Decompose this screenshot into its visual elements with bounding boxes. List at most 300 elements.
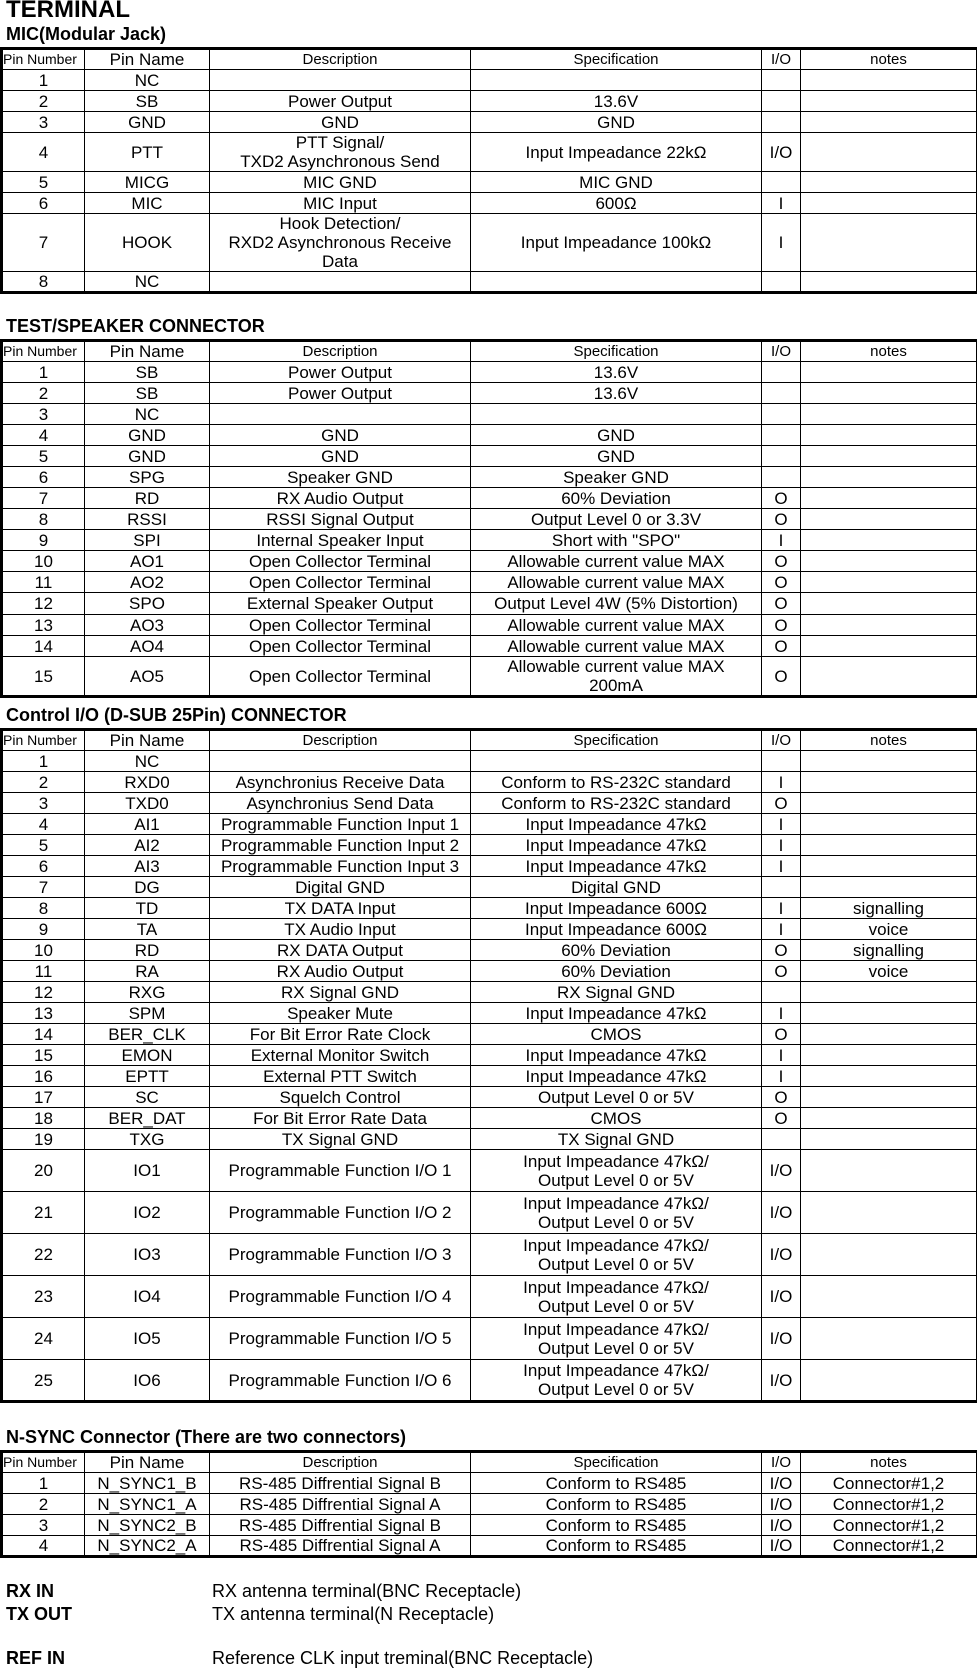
cell-description: RX Audio Output <box>210 488 471 509</box>
cell-notes: Connector#1,2 <box>801 1494 977 1515</box>
cell-specification: CMOS <box>471 1024 762 1045</box>
cell-pin-name: IO1 <box>85 1150 210 1192</box>
header-pin-name: Pin Name <box>85 1452 210 1473</box>
table-row <box>2 1108 977 1129</box>
cell-notes <box>801 1066 977 1087</box>
cell-io <box>762 172 801 193</box>
cell-description: TX DATA Input <box>210 898 471 919</box>
table-row <box>2 467 977 488</box>
cell-specification: Allowable current value MAX 200mA <box>471 657 762 697</box>
cell-pin-name: TA <box>85 919 210 940</box>
cell-io: I/O <box>762 1515 801 1536</box>
cell-pin-name: SPG <box>85 467 210 488</box>
cell-description: GND <box>210 446 471 467</box>
table-row <box>2 814 977 835</box>
cell-notes <box>801 772 977 793</box>
cell-pin-number: 3 <box>2 1515 85 1536</box>
cell-io: O <box>762 1024 801 1045</box>
cell-pin-number: 13 <box>2 1003 85 1024</box>
table-row <box>2 961 977 982</box>
table-row <box>2 1234 977 1276</box>
header-pin-number: Pin Number <box>2 730 85 751</box>
cell-pin-number: 16 <box>2 1066 85 1087</box>
header-io: I/O <box>762 341 801 362</box>
table-row <box>2 404 977 425</box>
cell-io: I/O <box>762 1192 801 1234</box>
cell-io <box>762 877 801 898</box>
cell-pin-number: 3 <box>2 404 85 425</box>
table-row <box>2 636 977 657</box>
nsync-pin-table <box>0 1450 977 1558</box>
cell-notes <box>801 615 977 636</box>
cell-pin-number: 19 <box>2 1129 85 1150</box>
cell-description: External PTT Switch <box>210 1066 471 1087</box>
cell-notes <box>801 982 977 1003</box>
cell-pin-number: 6 <box>2 856 85 877</box>
cell-notes <box>801 1129 977 1150</box>
cell-description: Power Output <box>210 362 471 383</box>
cell-pin-name: SB <box>85 383 210 404</box>
cell-notes <box>801 91 977 112</box>
cell-description: RX Signal GND <box>210 982 471 1003</box>
cell-pin-name: SPM <box>85 1003 210 1024</box>
cell-description: For Bit Error Rate Clock <box>210 1024 471 1045</box>
cell-pin-number: 15 <box>2 657 85 697</box>
table-row <box>2 112 977 133</box>
cell-specification: Conform to RS485 <box>471 1536 762 1557</box>
cell-specification: Input Impeadance 100kΩ <box>471 214 762 272</box>
cell-notes <box>801 877 977 898</box>
table-header-row <box>2 341 977 362</box>
cell-pin-name: MICG <box>85 172 210 193</box>
cell-specification: Input Impeadance 22kΩ <box>471 133 762 172</box>
cell-notes <box>801 404 977 425</box>
cell-pin-name: GND <box>85 446 210 467</box>
header-pin-name: Pin Name <box>85 49 210 70</box>
cell-notes <box>801 1192 977 1234</box>
cell-specification: Allowable current value MAX <box>471 551 762 572</box>
cell-description: TX Signal GND <box>210 1129 471 1150</box>
table-row <box>2 1150 977 1192</box>
cell-specification: 600Ω <box>471 193 762 214</box>
header-io: I/O <box>762 730 801 751</box>
cell-specification: Conform to RS485 <box>471 1494 762 1515</box>
cell-notes: Connector#1,2 <box>801 1536 977 1557</box>
cell-description: Asynchronius Receive Data <box>210 772 471 793</box>
table-row <box>2 272 977 293</box>
cell-notes <box>801 856 977 877</box>
cell-io <box>762 982 801 1003</box>
cell-pin-name: RD <box>85 940 210 961</box>
cell-pin-number: 7 <box>2 488 85 509</box>
page-title: TERMINAL <box>6 0 130 24</box>
cell-pin-name: AO1 <box>85 551 210 572</box>
cell-specification: Output Level 4W (5% Distortion) <box>471 593 762 615</box>
cell-pin-number: 4 <box>2 425 85 446</box>
cell-pin-name: NC <box>85 404 210 425</box>
cell-io: I/O <box>762 1150 801 1192</box>
cell-pin-number: 6 <box>2 193 85 214</box>
cell-description: Open Collector Terminal <box>210 572 471 593</box>
table-row <box>2 1045 977 1066</box>
cell-pin-number: 2 <box>2 772 85 793</box>
cell-io: O <box>762 940 801 961</box>
cell-pin-number: 2 <box>2 91 85 112</box>
rx-in-label: RX IN <box>6 1581 54 1602</box>
cell-description: MIC Input <box>210 193 471 214</box>
cell-specification <box>471 404 762 425</box>
table-row <box>2 1066 977 1087</box>
table-row <box>2 1276 977 1318</box>
cell-specification: CMOS <box>471 1108 762 1129</box>
cell-specification: Conform to RS485 <box>471 1473 762 1494</box>
cell-pin-name: AO5 <box>85 657 210 697</box>
cell-pin-number: 17 <box>2 1087 85 1108</box>
mic-pin-table <box>0 47 977 294</box>
table-header-row <box>2 49 977 70</box>
cell-io: O <box>762 551 801 572</box>
header-specification: Specification <box>471 341 762 362</box>
cell-notes <box>801 1234 977 1276</box>
cell-pin-number: 22 <box>2 1234 85 1276</box>
cell-description: Programmable Function Input 1 <box>210 814 471 835</box>
cell-io: I/O <box>762 1360 801 1402</box>
cell-notes: signalling <box>801 940 977 961</box>
cell-specification: Input Impeadance 47kΩ/ Output Level 0 or 5V <box>471 1276 762 1318</box>
cell-specification: GND <box>471 446 762 467</box>
cell-pin-name: MIC <box>85 193 210 214</box>
cell-description: For Bit Error Rate Data <box>210 1108 471 1129</box>
cell-notes <box>801 793 977 814</box>
cell-description: Programmable Function I/O 5 <box>210 1318 471 1360</box>
cell-specification: Input Impeadance 47kΩ <box>471 1045 762 1066</box>
table-row <box>2 1494 977 1515</box>
cell-io <box>762 112 801 133</box>
header-description: Description <box>210 1452 471 1473</box>
cell-pin-name: SPO <box>85 593 210 615</box>
cell-pin-name: AO3 <box>85 615 210 636</box>
cell-pin-name: EMON <box>85 1045 210 1066</box>
cell-pin-name: TXD0 <box>85 793 210 814</box>
cell-pin-number: 14 <box>2 1024 85 1045</box>
cell-io: O <box>762 636 801 657</box>
cell-notes <box>801 636 977 657</box>
cell-description: GND <box>210 425 471 446</box>
header-pin-number: Pin Number <box>2 1452 85 1473</box>
table-row <box>2 1515 977 1536</box>
cell-pin-name: N_SYNC1_B <box>85 1473 210 1494</box>
cell-pin-name: AI1 <box>85 814 210 835</box>
cell-pin-name: RA <box>85 961 210 982</box>
cell-io: O <box>762 961 801 982</box>
cell-specification: Digital GND <box>471 877 762 898</box>
cell-pin-number: 3 <box>2 793 85 814</box>
cell-specification <box>471 272 762 293</box>
cell-pin-name: IO2 <box>85 1192 210 1234</box>
cell-io: I <box>762 1066 801 1087</box>
table-row <box>2 383 977 404</box>
cell-pin-name: BER_DAT <box>85 1108 210 1129</box>
cell-description: Open Collector Terminal <box>210 657 471 697</box>
header-io: I/O <box>762 1452 801 1473</box>
cell-notes <box>801 1318 977 1360</box>
cell-pin-name: AI2 <box>85 835 210 856</box>
table-row <box>2 919 977 940</box>
cell-specification: 60% Deviation <box>471 961 762 982</box>
test-speaker-pin-table <box>0 339 977 698</box>
ref-in-label: REF IN <box>6 1648 65 1669</box>
cell-notes <box>801 509 977 530</box>
cell-notes <box>801 383 977 404</box>
cell-pin-number: 18 <box>2 1108 85 1129</box>
cell-pin-number: 1 <box>2 751 85 772</box>
cell-pin-number: 5 <box>2 835 85 856</box>
cell-io <box>762 425 801 446</box>
cell-description: GND <box>210 112 471 133</box>
cell-io: O <box>762 572 801 593</box>
cell-pin-number: 1 <box>2 70 85 91</box>
cell-io: I <box>762 919 801 940</box>
cell-notes <box>801 1003 977 1024</box>
cell-io: I/O <box>762 1318 801 1360</box>
cell-pin-name: NC <box>85 751 210 772</box>
cell-specification: Input Impeadance 47kΩ/ Output Level 0 or 5V <box>471 1150 762 1192</box>
cell-pin-name: SB <box>85 91 210 112</box>
cell-specification: Output Level 0 or 5V <box>471 1087 762 1108</box>
cell-specification: 60% Deviation <box>471 940 762 961</box>
cell-specification: Input Impeadance 47kΩ <box>471 856 762 877</box>
cell-description: External Monitor Switch <box>210 1045 471 1066</box>
cell-pin-name: GND <box>85 425 210 446</box>
cell-io: O <box>762 1087 801 1108</box>
cell-io <box>762 446 801 467</box>
cell-specification: 60% Deviation <box>471 488 762 509</box>
cell-pin-number: 14 <box>2 636 85 657</box>
cell-io <box>762 272 801 293</box>
cell-description <box>210 751 471 772</box>
table-row <box>2 982 977 1003</box>
header-description: Description <box>210 730 471 751</box>
cell-notes <box>801 835 977 856</box>
cell-pin-name: EPTT <box>85 1066 210 1087</box>
cell-notes <box>801 814 977 835</box>
table-row <box>2 940 977 961</box>
cell-io <box>762 383 801 404</box>
table-row <box>2 172 977 193</box>
header-notes: notes <box>801 1452 977 1473</box>
cell-io: O <box>762 793 801 814</box>
cell-io: I <box>762 856 801 877</box>
cell-pin-number: 15 <box>2 1045 85 1066</box>
table-row <box>2 214 977 272</box>
cell-notes: signalling <box>801 898 977 919</box>
cell-description: Programmable Function I/O 3 <box>210 1234 471 1276</box>
cell-description: Open Collector Terminal <box>210 636 471 657</box>
cell-pin-number: 13 <box>2 615 85 636</box>
cell-io: O <box>762 657 801 697</box>
cell-io <box>762 467 801 488</box>
cell-pin-number: 12 <box>2 982 85 1003</box>
cell-pin-name: N_SYNC2_B <box>85 1515 210 1536</box>
cell-pin-number: 23 <box>2 1276 85 1318</box>
table-row <box>2 362 977 383</box>
cell-notes <box>801 362 977 383</box>
cell-pin-name: PTT <box>85 133 210 172</box>
cell-pin-name: IO4 <box>85 1276 210 1318</box>
cell-specification: Output Level 0 or 3.3V <box>471 509 762 530</box>
cell-io <box>762 404 801 425</box>
cell-pin-number: 7 <box>2 214 85 272</box>
table-row <box>2 877 977 898</box>
cell-specification: 13.6V <box>471 383 762 404</box>
cell-notes <box>801 214 977 272</box>
cell-io: I/O <box>762 1276 801 1318</box>
cell-specification <box>471 70 762 91</box>
cell-io: I <box>762 214 801 272</box>
table-row <box>2 615 977 636</box>
cell-description: RS-485 Diffrential Signal A <box>210 1494 471 1515</box>
cell-io <box>762 362 801 383</box>
cell-pin-name: HOOK <box>85 214 210 272</box>
cell-io: O <box>762 615 801 636</box>
cell-description: Programmable Function I/O 6 <box>210 1360 471 1402</box>
table-row <box>2 551 977 572</box>
cell-specification: Input Impeadance 600Ω <box>471 898 762 919</box>
header-pin-name: Pin Name <box>85 341 210 362</box>
table-row <box>2 530 977 551</box>
cell-notes <box>801 172 977 193</box>
cell-io: I <box>762 193 801 214</box>
cell-description: Open Collector Terminal <box>210 615 471 636</box>
cell-pin-number: 2 <box>2 383 85 404</box>
cell-pin-number: 20 <box>2 1150 85 1192</box>
cell-notes <box>801 1024 977 1045</box>
cell-description: Internal Speaker Input <box>210 530 471 551</box>
cell-specification <box>471 751 762 772</box>
table-row <box>2 572 977 593</box>
cell-description: Speaker GND <box>210 467 471 488</box>
cell-io: I <box>762 814 801 835</box>
cell-io: I/O <box>762 1234 801 1276</box>
cell-description: RS-485 Diffrential Signal B <box>210 1515 471 1536</box>
cell-pin-number: 8 <box>2 509 85 530</box>
cell-io: I/O <box>762 1494 801 1515</box>
cell-pin-name: NC <box>85 272 210 293</box>
cell-pin-number: 4 <box>2 1536 85 1557</box>
cell-specification: Allowable current value MAX <box>471 572 762 593</box>
cell-io: I/O <box>762 1536 801 1557</box>
cell-io <box>762 70 801 91</box>
cell-io: I <box>762 1003 801 1024</box>
cell-pin-name: TXG <box>85 1129 210 1150</box>
cell-io: I <box>762 1045 801 1066</box>
table-row <box>2 793 977 814</box>
header-description: Description <box>210 341 471 362</box>
cell-specification: Conform to RS-232C standard <box>471 793 762 814</box>
cell-pin-number: 5 <box>2 172 85 193</box>
cell-notes <box>801 467 977 488</box>
cell-pin-number: 1 <box>2 1473 85 1494</box>
cell-pin-number: 4 <box>2 814 85 835</box>
header-specification: Specification <box>471 730 762 751</box>
cell-pin-name: SB <box>85 362 210 383</box>
cell-io <box>762 1129 801 1150</box>
cell-specification: Allowable current value MAX <box>471 615 762 636</box>
header-notes: notes <box>801 730 977 751</box>
rx-in-text: RX antenna terminal(BNC Receptacle) <box>212 1581 521 1602</box>
table-row <box>2 488 977 509</box>
table-row <box>2 898 977 919</box>
cell-description <box>210 404 471 425</box>
cell-notes <box>801 193 977 214</box>
cell-notes <box>801 551 977 572</box>
cell-specification: Conform to RS-232C standard <box>471 772 762 793</box>
cell-pin-number: 6 <box>2 467 85 488</box>
cell-specification: Speaker GND <box>471 467 762 488</box>
section-title-test-speaker: TEST/SPEAKER CONNECTOR <box>6 316 265 337</box>
table-row <box>2 1129 977 1150</box>
table-row <box>2 1024 977 1045</box>
cell-notes <box>801 112 977 133</box>
section-title-mic: MIC(Modular Jack) <box>6 24 166 45</box>
cell-notes <box>801 593 977 615</box>
table-row <box>2 1087 977 1108</box>
cell-pin-name: BER_CLK <box>85 1024 210 1045</box>
cell-description: RS-485 Diffrential Signal B <box>210 1473 471 1494</box>
cell-description <box>210 272 471 293</box>
cell-pin-name: IO3 <box>85 1234 210 1276</box>
cell-pin-name: RXD0 <box>85 772 210 793</box>
table-row <box>2 91 977 112</box>
cell-io: I <box>762 772 801 793</box>
cell-specification: Short with "SPO" <box>471 530 762 551</box>
cell-notes <box>801 1087 977 1108</box>
table-row <box>2 1473 977 1494</box>
cell-notes <box>801 488 977 509</box>
cell-pin-name: AI3 <box>85 856 210 877</box>
cell-notes <box>801 272 977 293</box>
cell-pin-number: 4 <box>2 133 85 172</box>
header-io: I/O <box>762 49 801 70</box>
cell-pin-number: 11 <box>2 961 85 982</box>
cell-io: I <box>762 835 801 856</box>
cell-notes <box>801 1276 977 1318</box>
cell-specification: GND <box>471 112 762 133</box>
header-specification: Specification <box>471 49 762 70</box>
cell-io: O <box>762 509 801 530</box>
cell-pin-name: N_SYNC1_A <box>85 1494 210 1515</box>
table-row <box>2 856 977 877</box>
cell-pin-number: 11 <box>2 572 85 593</box>
control-io-pin-table <box>0 728 977 1403</box>
cell-specification: Input Impeadance 47kΩ <box>471 1066 762 1087</box>
cell-description: RX DATA Output <box>210 940 471 961</box>
cell-pin-number: 10 <box>2 551 85 572</box>
cell-specification: Input Impeadance 47kΩ <box>471 814 762 835</box>
table-row <box>2 509 977 530</box>
cell-description: Programmable Function I/O 1 <box>210 1150 471 1192</box>
cell-pin-name: GND <box>85 112 210 133</box>
cell-pin-number: 8 <box>2 898 85 919</box>
cell-pin-number: 8 <box>2 272 85 293</box>
cell-notes: voice <box>801 961 977 982</box>
cell-specification: TX Signal GND <box>471 1129 762 1150</box>
cell-notes <box>801 1108 977 1129</box>
cell-pin-name: N_SYNC2_A <box>85 1536 210 1557</box>
cell-pin-number: 12 <box>2 593 85 615</box>
cell-pin-name: IO6 <box>85 1360 210 1402</box>
table-row <box>2 593 977 615</box>
